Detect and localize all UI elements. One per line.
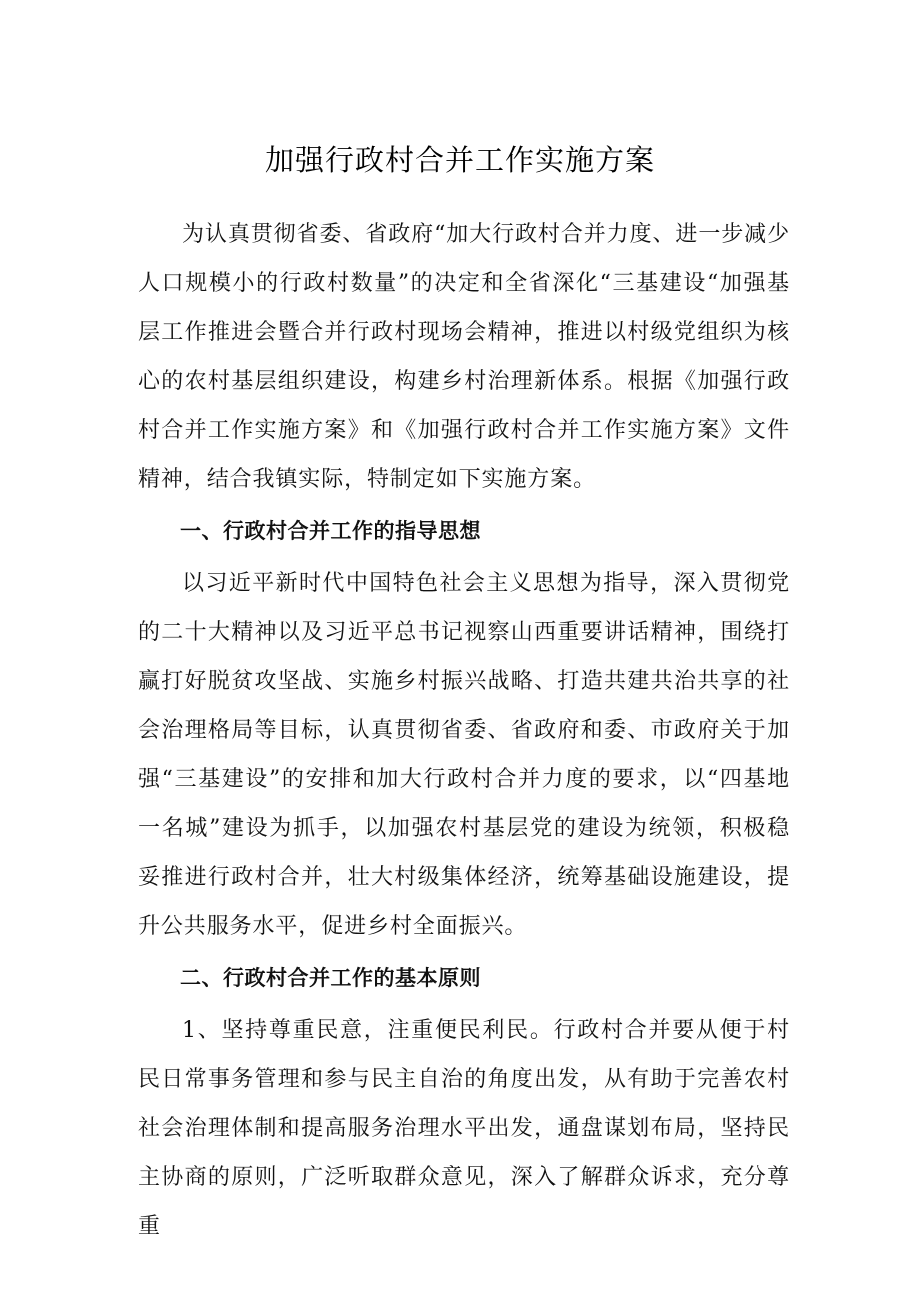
section-2-heading: 二、行政村合并工作的基本原则 bbox=[180, 966, 481, 990]
section-2-paragraph: 1、坚持尊重民意，注重便民利民。行政村合并要从便于村民日常事务管理和参与民主自治的角度出发，从有助于完善农村社会治理体制和提高服务治理水平出发，通盘谋划布局，坚持民主协商的原则，广泛听取群众意见，深入了解群众诉求，充分尊重 bbox=[138, 1018, 790, 1239]
section-1-heading: 一、行政村合并工作的指导思想 bbox=[180, 519, 481, 543]
document-body bbox=[138, 210, 790, 1251]
intro-paragraph: 为认真贯彻省委、省政府“加大行政村合并力度、进一步减少人口规模小的行政村数量”的决定和全省深化“三基建设“加强基层工作推进会暨合并行政村现场会精神，推进以村级党组织为核心的农村基层组织建设，构建乡村治理新体系。根据《加强行政村合并工作实施方案》和《加强行政村合并工作实施方案》文件精神，结合我镇实际，特制定如下实施方案。 bbox=[138, 222, 790, 492]
section-1-paragraph: 以习近平新时代中国特色社会主义思想为指导，深入贯彻党的二十大精神以及习近平总书记视察山西重要讲话精神，围绕打赢打好脱贫攻坚战、实施乡村振兴战略、打造共建共治共享的社会治理格局等目标，认真贯彻省委、省政府和委、市政府关于加强“三基建设”的安排和加大行政村合并力度的要求，以“四基地一名城”建设为抓手，以加强农村基层党的建设为统领，积极稳妥推进行政村合并，壮大村级集体经济，统筹基础设施建设，提升公共服务水平，促进乡村全面振兴。 bbox=[138, 571, 790, 939]
document-title: 加强行政村合并工作实施方案 bbox=[264, 143, 655, 177]
